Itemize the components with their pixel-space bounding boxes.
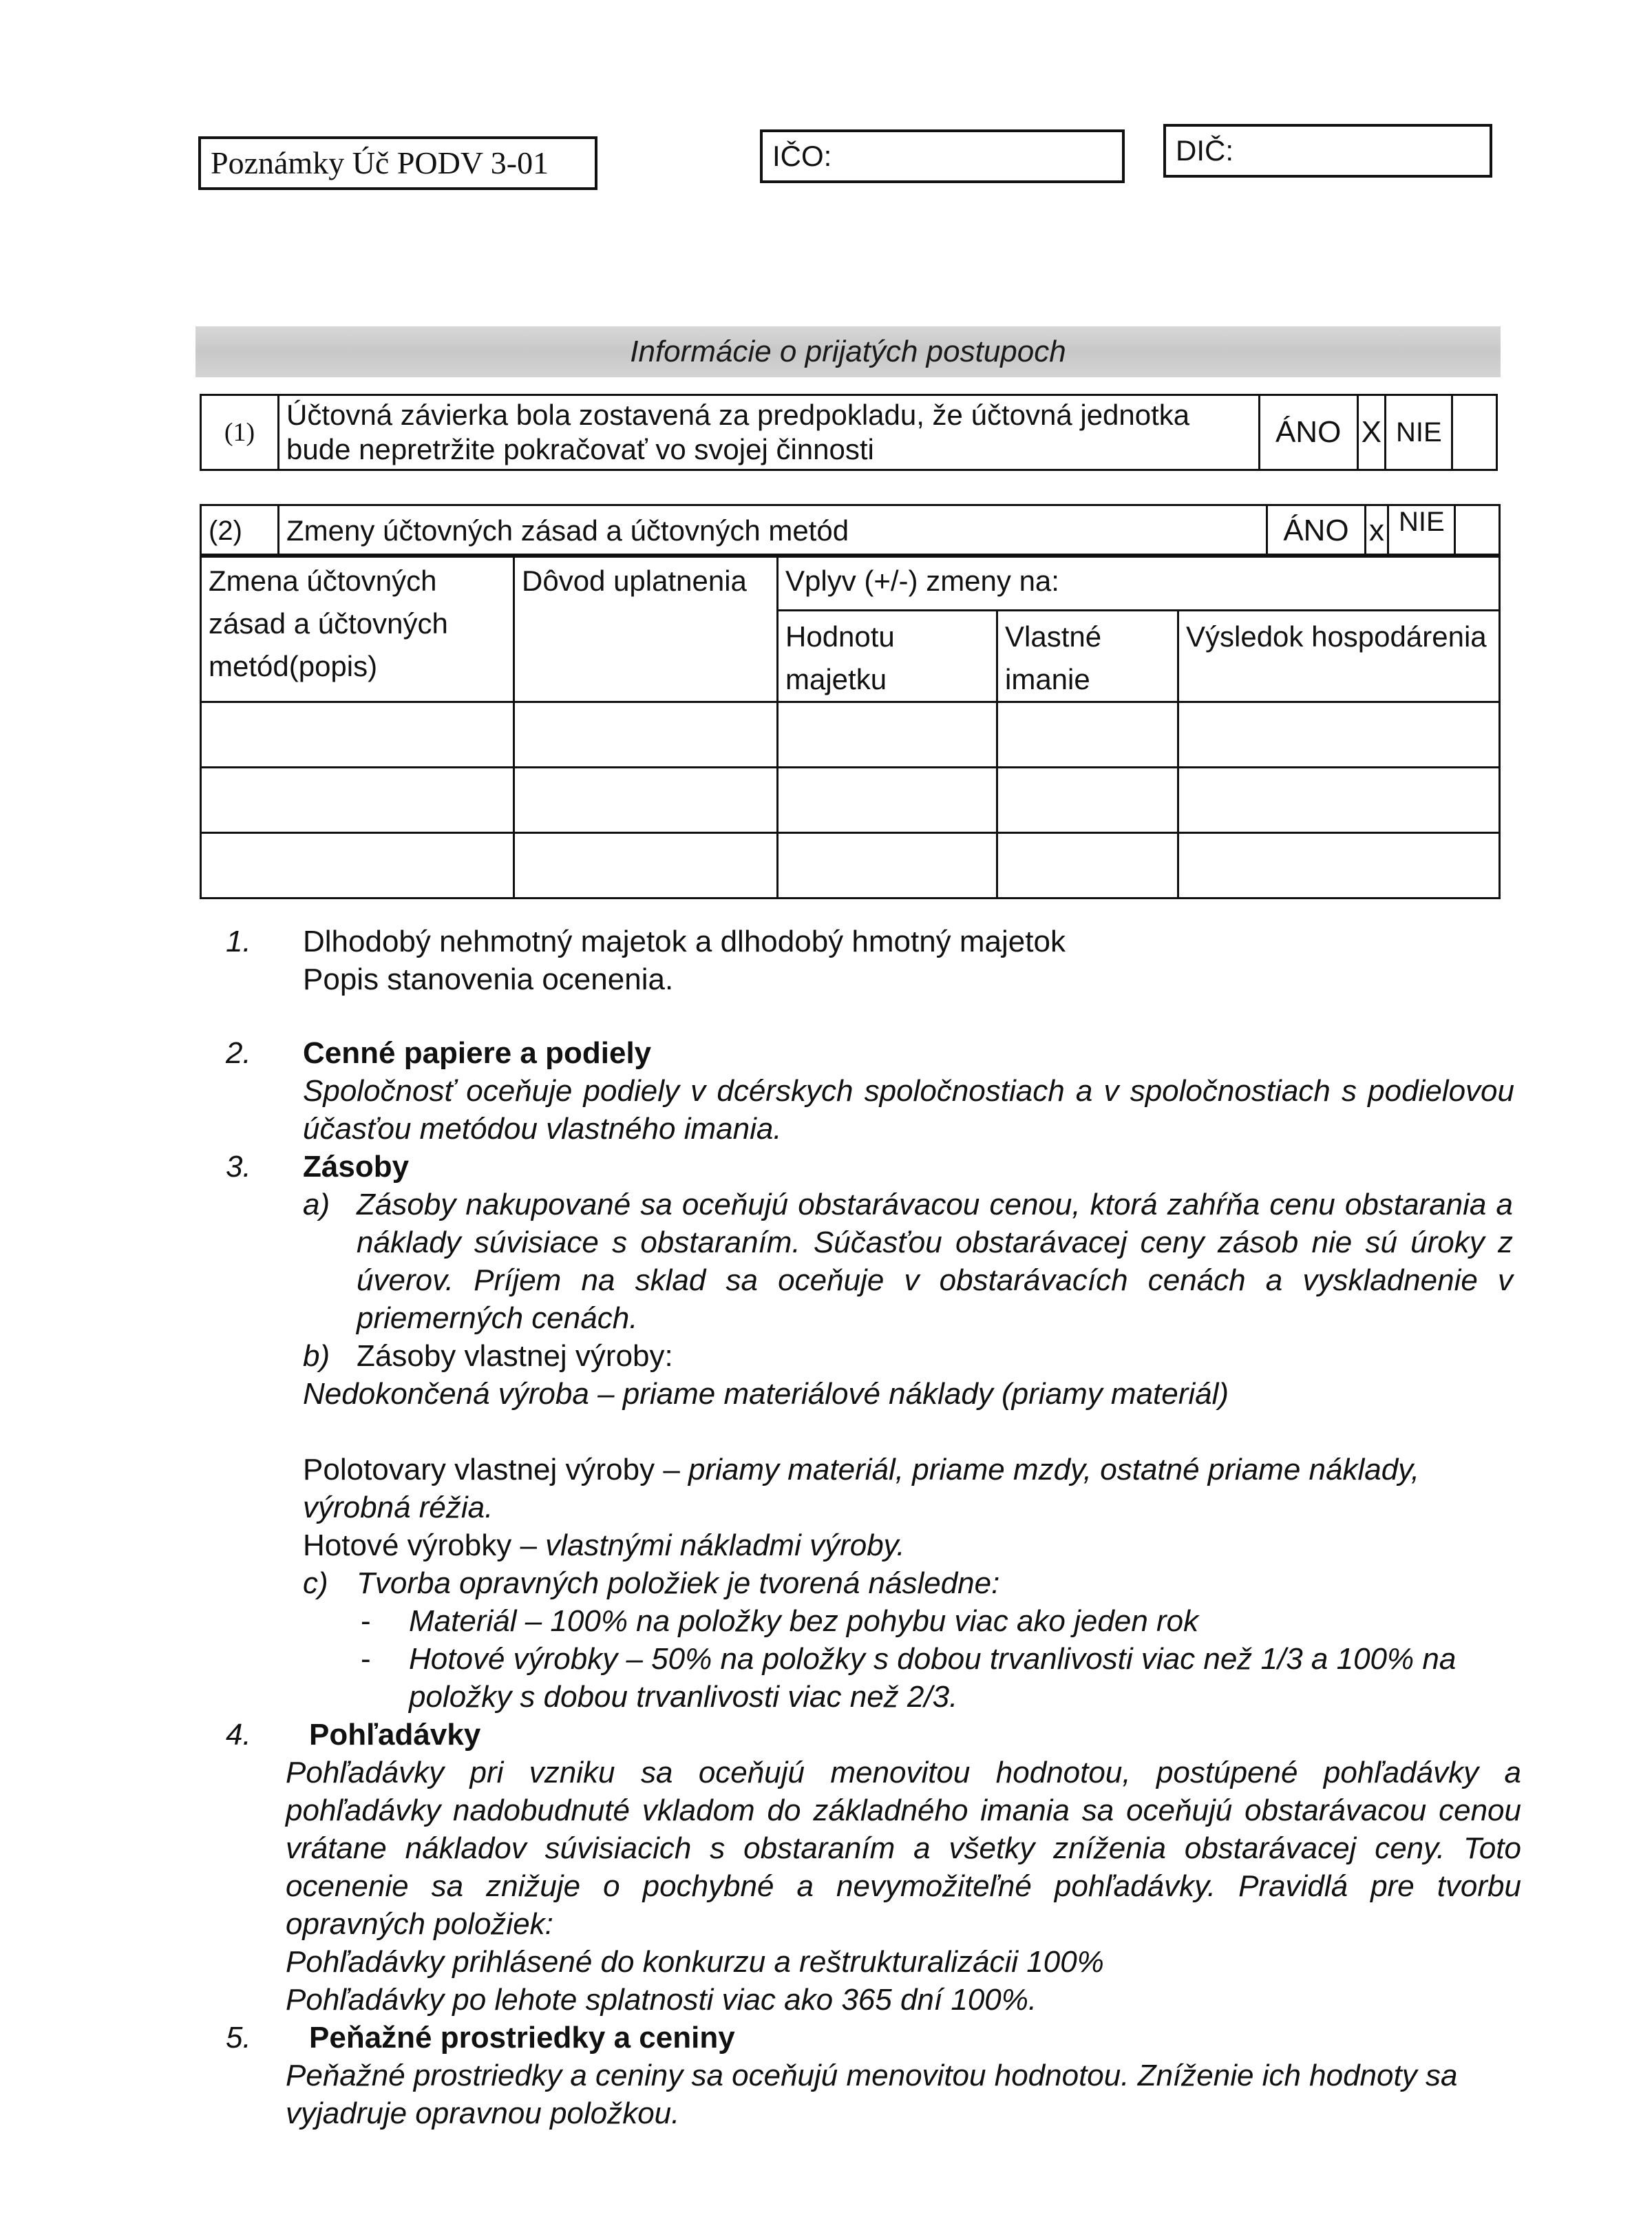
bullet-item: [361, 1640, 1514, 1716]
subitem-label: b): [303, 1339, 330, 1373]
finished-label: Hotové výrobky –: [303, 1528, 537, 1562]
ico-field[interactable]: [760, 129, 1125, 183]
cell-reason[interactable]: [514, 768, 778, 833]
cell-asset-value[interactable]: [778, 768, 997, 833]
cell-reason[interactable]: [514, 702, 778, 768]
note-text: Spoločnosť oceňuje podiely v dcérskych spoločnostiach a v spoločnostiach s podielovou účasťou metódou vlastného imania.: [303, 1074, 1514, 1146]
note-line: Pohľadávky prihlásené do konkurzu a reštrukturalizácii 100%: [286, 1945, 1104, 1979]
note-text: Popis stanovenia ocenenia.: [303, 963, 674, 996]
note-title: Dlhodobý nehmotný majetok a dlhodobý hmotný majetok: [303, 925, 1066, 958]
bullet-item: [361, 1602, 1514, 1640]
note-text: Pohľadávky pri vzniku sa oceňujú menovitou hodnotou, postúpené pohľadávky a pohľadávky nadobudnuté vkladom do základného imania sa oceňujú obstarávacou cenou vrátane nákladov súvisiacich s obstaraním a všetky zníženia obstarávacej ceny. Toto ocenenie sa znižuje o pochybné a nevymožiteľné pohľadávky. Pravidlá pre tvorbu opravných položiek:: [286, 1756, 1521, 1941]
note-number: 1.: [226, 925, 251, 958]
note-number: 2.: [226, 1036, 251, 1070]
note-item-4: [206, 1716, 1521, 2019]
cell-result[interactable]: [1178, 702, 1500, 768]
subitem-label: c): [303, 1566, 328, 1600]
note-text: Peňažné prostriedky a ceniny sa oceňujú menovitou hodnotou. Zníženie ich hodnoty sa vyjadruje opravnou položkou.: [286, 2059, 1458, 2130]
note-item-5: [206, 2019, 1514, 2132]
finished-text: vlastnými nákladmi výroby.: [536, 1528, 905, 1562]
semi-finished-line: [303, 1451, 1514, 1526]
subitem-a: [303, 1186, 1514, 1337]
note-number: 3.: [226, 1150, 251, 1184]
table-row: [201, 833, 1500, 898]
yes-label: ÁNO: [1267, 505, 1366, 557]
wip-line: [303, 1375, 1514, 1413]
question-number: (2): [201, 505, 279, 557]
note-item-1: [206, 923, 1514, 998]
note-title: Peňažné prostriedky a ceniny: [309, 2021, 735, 2054]
cell-equity[interactable]: [997, 833, 1178, 898]
going-concern-table: [200, 394, 1498, 471]
accounting-policies-notes: [206, 923, 1521, 2132]
form-code-box: [198, 136, 597, 190]
section-title: Informácie o prijatých postupoch: [195, 326, 1501, 377]
note-title: Zásoby: [303, 1150, 410, 1184]
note-line: Pohľadávky po lehote splatnosti viac ako 365 dní 100%.: [286, 1983, 1037, 2017]
finished-goods-line: [303, 1526, 1514, 1564]
col-header-equity: Vlastné imanie: [997, 611, 1178, 702]
note-item-3: [206, 1148, 1514, 1716]
table-row: [201, 702, 1500, 768]
cell-equity[interactable]: [997, 702, 1178, 768]
form-code: Poznámky Úč PODV 3-01: [211, 145, 549, 180]
question-text: Zmeny účtovných zásad a účtovných metód: [279, 505, 1267, 557]
semi-text: priamy materiál, priame mzdy, ostatné priame náklady, výrobná réžia.: [303, 1453, 1420, 1524]
subitem-b: [303, 1337, 1514, 1375]
no-label: NIE: [1388, 505, 1455, 557]
yes-label: ÁNO: [1259, 395, 1357, 470]
cell-asset-value[interactable]: [778, 702, 997, 768]
dic-field[interactable]: [1163, 124, 1492, 178]
note-title: Cenné papiere a podiely: [303, 1036, 652, 1070]
cell-description[interactable]: [201, 768, 514, 833]
yes-checkbox[interactable]: X: [1357, 395, 1385, 470]
note-item-2: [206, 1034, 1514, 1148]
question-number: (1): [201, 395, 279, 470]
ico-label: IČO:: [772, 140, 832, 172]
col-header-reason: Dôvod uplatnenia: [514, 555, 778, 702]
policy-changes-table: [200, 554, 1501, 899]
cell-reason[interactable]: [514, 833, 778, 898]
no-checkbox[interactable]: [1452, 395, 1497, 470]
col-header-impact: Vplyv (+/-) zmeny na:: [778, 555, 1500, 611]
dash-icon: -: [361, 1642, 371, 1676]
no-label: NIE: [1386, 395, 1452, 470]
cell-asset-value[interactable]: [778, 833, 997, 898]
cell-result[interactable]: [1178, 833, 1500, 898]
cell-description[interactable]: [201, 833, 514, 898]
cell-result[interactable]: [1178, 768, 1500, 833]
subitem-text: Zásoby vlastnej výroby:: [357, 1339, 673, 1373]
wip-text: – priame materiálové náklady (priamy materiál): [589, 1377, 1229, 1411]
cell-equity[interactable]: [997, 768, 1178, 833]
wip-label: Nedokončená výroba: [303, 1377, 589, 1411]
col-header-result: Výsledok hospodárenia: [1178, 611, 1500, 702]
subitem-label: a): [303, 1188, 330, 1221]
no-checkbox[interactable]: [1455, 505, 1500, 557]
dash-icon: -: [361, 1604, 371, 1638]
col-header-asset-value: Hodnotu majetku: [778, 611, 997, 702]
subitem-text: Tvorba opravných položiek je tvorená následne:: [357, 1566, 1000, 1600]
subitem-c: [303, 1564, 1514, 1602]
policy-changes-question-table: [200, 504, 1501, 558]
dic-label: DIČ:: [1176, 134, 1233, 167]
yes-checkbox[interactable]: x: [1366, 505, 1388, 557]
col-header-description: Zmena účtovných zásad a účtovných metód(popis): [201, 555, 514, 702]
note-number: 4.: [226, 1718, 251, 1752]
semi-label: Polotovary vlastnej výroby –: [303, 1453, 680, 1486]
note-title: Pohľadávky: [309, 1718, 481, 1752]
note-number: 5.: [226, 2021, 251, 2054]
table-row: [201, 768, 1500, 833]
subitem-text: Zásoby nakupované sa oceňujú obstarávacou cenou, ktorá zahŕňa cenu obstarania a náklady súvisiace s obstaraním. Súčasťou obstarávacej ceny zásob nie sú úroky z úverov. Príjem na sklad sa oceňuje v obstarávacích cenách a vyskladnenie v priemerných cenách.: [357, 1188, 1513, 1335]
bullet-text: Hotové výrobky – 50% na položky s dobou trvanlivosti viac než 1/3 a 100% na položky s dobou trvanlivosti viac než 2/3.: [409, 1642, 1457, 1714]
cell-description[interactable]: [201, 702, 514, 768]
question-text: Účtovná závierka bola zostavená za predpokladu, že účtovná jednotka bude nepretržite pokračovať vo svojej činnosti: [279, 395, 1260, 470]
bullet-text: Materiál – 100% na položky bez pohybu viac ako jeden rok: [409, 1604, 1199, 1638]
